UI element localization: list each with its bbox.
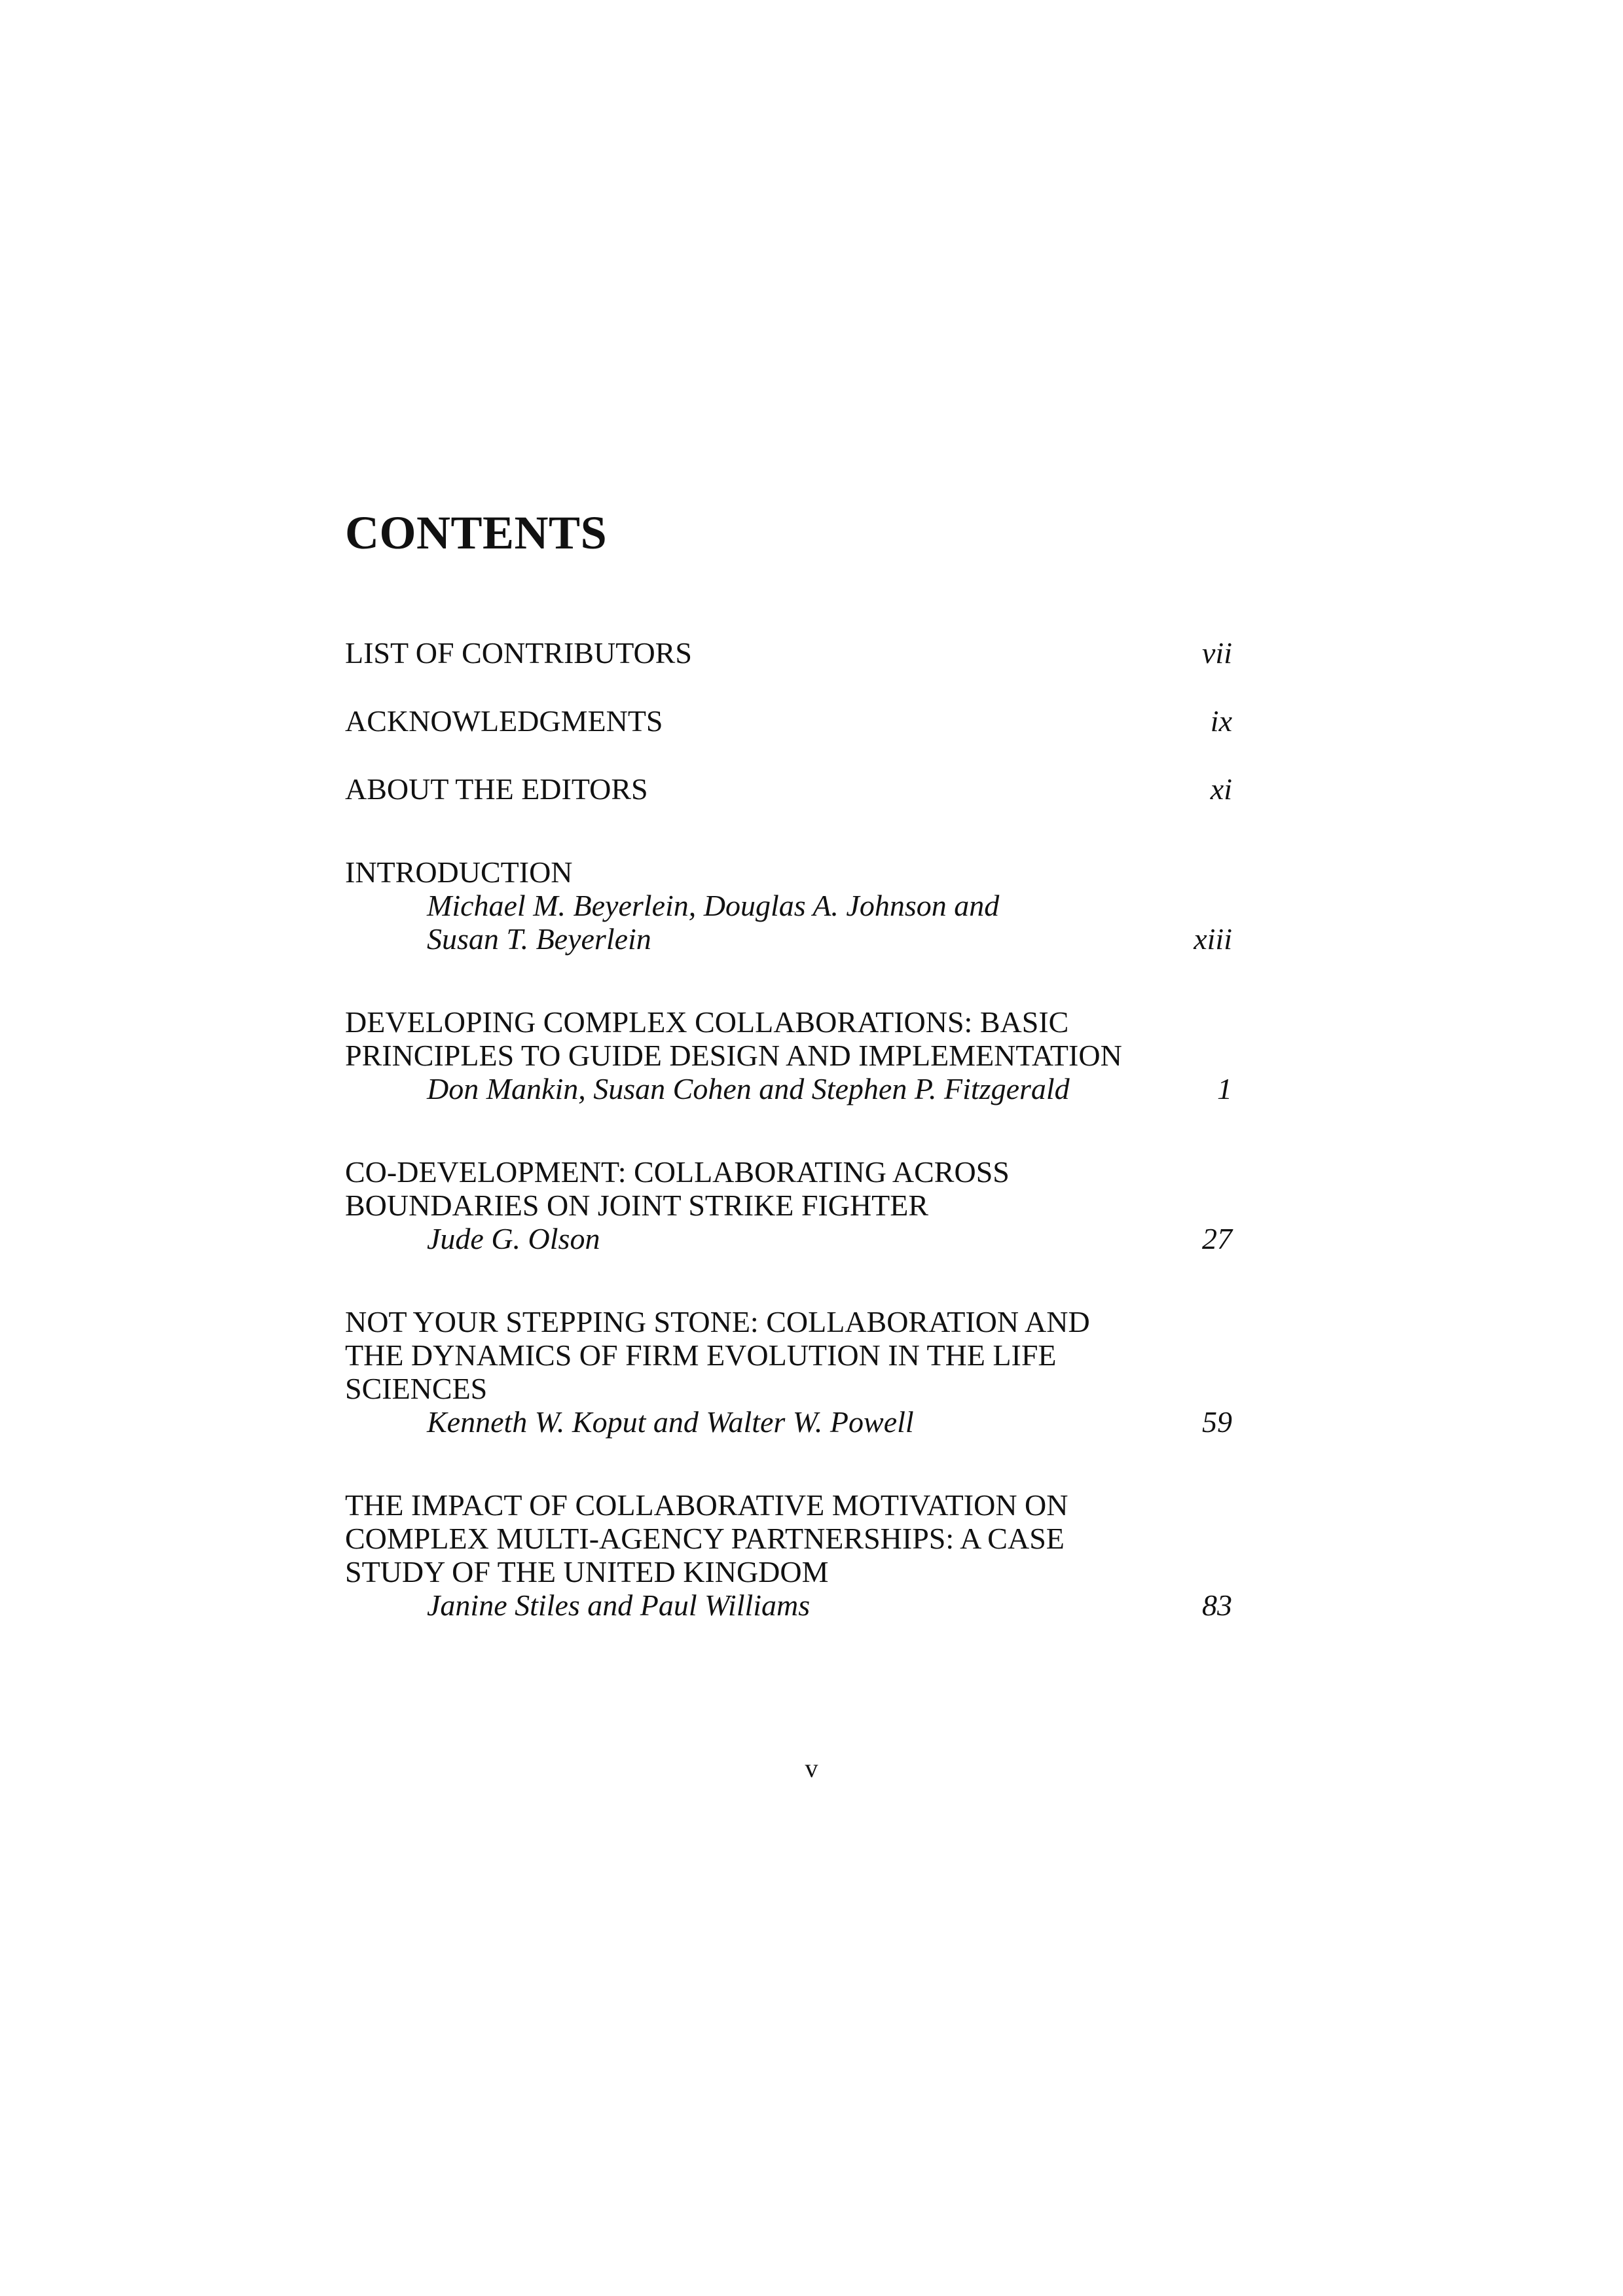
toc-entry-authors-line: Michael M. Beyerlein, Douglas A. Johnson and [427,889,1000,922]
toc-entry[interactable] [345,1488,1232,1622]
toc-entry-page-number: 83 [1202,1588,1232,1622]
toc-entry-title-line: BOUNDARIES ON JOINT STRIKE FIGHTER [345,1189,929,1222]
toc-entry-page-number: ix [1210,704,1232,738]
toc-entry[interactable] [345,636,1232,670]
entry-spacer [345,806,1232,855]
entry-spacer [345,1439,1232,1488]
toc-entry-page-number: xi [1210,772,1232,806]
toc-entry-authors-line: Jude G. Olson [427,1222,600,1255]
toc-entry-title-line: LIST OF CONTRIBUTORS [345,636,692,670]
toc-entry-authors-line: Kenneth W. Koput and Walter W. Powell [427,1405,914,1439]
entry-spacer [345,738,1232,772]
entry-spacer [345,956,1232,1005]
table-of-contents [345,636,1232,1622]
toc-entry[interactable] [345,1005,1232,1105]
toc-entry-title-line: INTRODUCTION [345,855,573,889]
toc-entry[interactable] [345,772,1232,806]
toc-entry-title-line: THE DYNAMICS OF FIRM EVOLUTION IN THE LIFE [345,1338,1057,1372]
toc-entry-page-number: 1 [1217,1072,1232,1105]
toc-entry[interactable] [345,855,1232,956]
toc-entry[interactable] [345,1155,1232,1255]
toc-entry-title-line: CO-DEVELOPMENT: COLLABORATING ACROSS [345,1155,1010,1189]
toc-entry-title-line: PRINCIPLES TO GUIDE DESIGN AND IMPLEMENTATION [345,1039,1122,1072]
toc-entry-title-line: DEVELOPING COMPLEX COLLABORATIONS: BASIC [345,1005,1069,1039]
toc-entry-title-line: SCIENCES [345,1372,488,1405]
entry-spacer [345,1105,1232,1155]
toc-entry-page-number: vii [1202,636,1232,670]
entry-spacer [345,1255,1232,1305]
toc-entry-title-line: STUDY OF THE UNITED KINGDOM [345,1555,829,1588]
toc-entry-title-line: THE IMPACT OF COLLABORATIVE MOTIVATION ON [345,1488,1068,1522]
toc-entry[interactable] [345,1305,1232,1439]
toc-entry-page-number: 59 [1202,1405,1232,1439]
toc-entry-authors-line: Susan T. Beyerlein [427,922,651,956]
entry-spacer [345,670,1232,704]
toc-entry-title-line: ACKNOWLEDGMENTS [345,704,663,738]
toc-entry[interactable] [345,704,1232,738]
toc-entry-title-line: COMPLEX MULTI-AGENCY PARTNERSHIPS: A CASE [345,1522,1065,1555]
toc-entry-page-number: xiii [1194,922,1232,956]
toc-entry-authors-line: Don Mankin, Susan Cohen and Stephen P. Fitzgerald [427,1072,1070,1105]
page-number: v [805,1753,818,1783]
toc-entry-title-line: NOT YOUR STEPPING STONE: COLLABORATION AND [345,1305,1090,1338]
toc-entry-title-line: ABOUT THE EDITORS [345,772,648,806]
page-title: CONTENTS [345,507,608,559]
toc-entry-page-number: 27 [1202,1222,1232,1255]
toc-entry-authors-line: Janine Stiles and Paul Williams [427,1588,811,1622]
